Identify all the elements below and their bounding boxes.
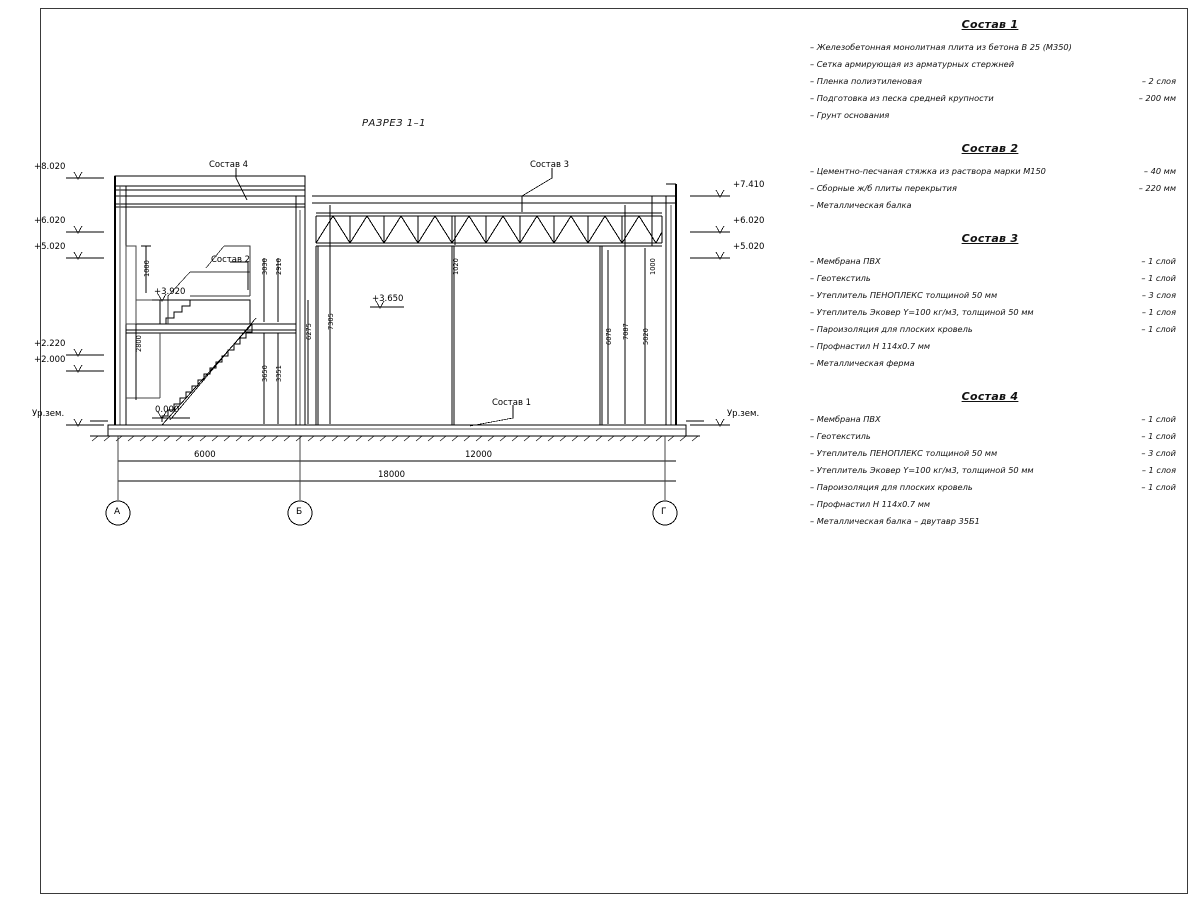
spec-row — [800, 164, 1180, 181]
level-inline-3920: +3.920 — [154, 287, 186, 297]
callout-sostav-3: Состав 3 — [530, 160, 570, 170]
spec-row — [800, 514, 1180, 531]
spec-value: – 200 мм — [1138, 93, 1176, 103]
spec-value: – 1 слой — [1141, 431, 1176, 441]
axis-bubble-b: Б — [296, 507, 303, 517]
spec-label: – Мембрана ПВХ — [810, 256, 881, 266]
spec-label: – Сетка армирующая из арматурных стержней — [810, 59, 1015, 69]
level-inline-0000: 0.000 — [155, 405, 180, 415]
vdim-6078: 6078 — [605, 328, 613, 345]
spec-label: – Пароизоляция для плоских кровель — [810, 482, 973, 492]
drawing-title: РАЗРЕЗ 1–1 — [362, 118, 426, 129]
spec-value: – 220 мм — [1138, 183, 1176, 193]
spec-row — [800, 91, 1180, 108]
spec-value: – 1 слоя — [1141, 465, 1176, 475]
spec-row — [800, 339, 1180, 356]
level-left-2220: +2.220 — [34, 339, 66, 349]
vdim-7087: 7087 — [622, 323, 630, 340]
spec-label: – Геотекстиль — [810, 431, 871, 441]
spec-row — [800, 271, 1180, 288]
specifications-panel — [800, 18, 1180, 548]
hdim-18000: 18000 — [378, 470, 406, 480]
callout-sostav-1: Состав 1 — [492, 398, 532, 408]
callout-sostav-4: Состав 4 — [209, 160, 249, 170]
spec-row — [800, 429, 1180, 446]
spec-row — [800, 40, 1180, 57]
spec-value: – 1 слой — [1141, 256, 1176, 266]
vdim-3030: 3030 — [261, 258, 269, 275]
spec-value: – 1 слой — [1141, 414, 1176, 424]
spec-value: – 1 слой — [1141, 273, 1176, 283]
spec-row — [800, 463, 1180, 480]
spec-value: – 1 слой — [1141, 482, 1176, 492]
axis-bubble-g: Г — [661, 507, 667, 517]
spec-value: – 3 слой — [1141, 448, 1176, 458]
level-right-ground: Ур.зем. — [727, 409, 760, 419]
spec-value: – 3 слоя — [1141, 290, 1176, 300]
spec-group-4 — [800, 390, 1180, 531]
level-left-2000: +2.000 — [34, 355, 66, 365]
spec-value: – 1 слоя — [1141, 307, 1176, 317]
vdim-1020: 1020 — [452, 258, 460, 275]
level-left-6020: +6.020 — [34, 216, 66, 226]
level-right-7410: +7.410 — [733, 180, 765, 190]
spec-label: – Пленка полиэтиленовая — [810, 76, 922, 86]
vdim-2910: 2910 — [275, 258, 283, 275]
spec-label: – Металлическая балка – двутавр 35Б1 — [810, 516, 980, 526]
spec-row — [800, 305, 1180, 322]
spec-row — [800, 446, 1180, 463]
spec-value: – 2 слоя — [1141, 76, 1176, 86]
spec-label: – Пароизоляция для плоских кровель — [810, 324, 973, 334]
spec-label: – Мембрана ПВХ — [810, 414, 881, 424]
spec-group-2 — [800, 142, 1180, 215]
spec-label: – Утеплитель ПЕНОПЛЕКС толщиной 50 мм — [810, 448, 998, 458]
vdim-3650: 3650 — [261, 365, 269, 382]
level-left-5020: +5.020 — [34, 242, 66, 252]
spec-label: – Геотекстиль — [810, 273, 871, 283]
spec-label: – Утеплитель Эковер Y=100 кг/м3, толщиной 50 мм — [810, 465, 1034, 475]
vdim-5020: 5020 — [642, 328, 650, 345]
level-left-8020: +8.020 — [34, 162, 66, 172]
spec-title-2: Состав 2 — [961, 142, 1019, 155]
vdim-1000-right: 1000 — [649, 258, 657, 275]
level-left-ground: Ур.зем. — [32, 409, 65, 419]
spec-value: – 1 слой — [1141, 324, 1176, 334]
spec-value: – 40 мм — [1143, 166, 1176, 176]
vdim-6275: 6275 — [305, 323, 313, 340]
callout-sostav-2: Состав 2 — [211, 255, 251, 265]
level-inline-3650: +3.650 — [372, 294, 404, 304]
spec-row — [800, 288, 1180, 305]
vdim-1000-left: 1000 — [143, 260, 151, 277]
hdim-6000: 6000 — [194, 450, 216, 460]
spec-title-3: Состав 3 — [961, 232, 1019, 245]
spec-group-3 — [800, 232, 1180, 373]
spec-label: – Профнастил Н 114х0.7 мм — [810, 499, 931, 509]
spec-row — [800, 181, 1180, 198]
spec-row — [800, 198, 1180, 215]
spec-row — [800, 57, 1180, 74]
spec-row — [800, 480, 1180, 497]
spec-label: – Утеплитель Эковер Y=100 кг/м3, толщиной 50 мм — [810, 307, 1034, 317]
level-right-5020: +5.020 — [733, 242, 765, 252]
spec-label: – Подготовка из песка средней крупности — [810, 93, 994, 103]
spec-title-1: Состав 1 — [961, 18, 1019, 31]
spec-title-4: Состав 4 — [961, 390, 1019, 403]
spec-label: – Цементно-песчаная стяжка из раствора марки М150 — [810, 166, 1046, 176]
spec-row — [800, 108, 1180, 125]
axis-bubble-a: А — [114, 507, 121, 517]
spec-label: – Грунт основания — [810, 110, 890, 120]
spec-row — [800, 254, 1180, 271]
spec-label: – Профнастил Н 114х0.7 мм — [810, 341, 931, 351]
spec-label: – Сборные ж/б плиты перекрытия — [810, 183, 957, 193]
spec-row — [800, 356, 1180, 373]
spec-label: – Металлическая ферма — [810, 358, 915, 368]
spec-label: – Утеплитель ПЕНОПЛЕКС толщиной 50 мм — [810, 290, 998, 300]
spec-row — [800, 74, 1180, 91]
spec-row — [800, 412, 1180, 429]
level-right-6020: +6.020 — [733, 216, 765, 226]
spec-row — [800, 322, 1180, 339]
vdim-3351: 3351 — [275, 365, 283, 382]
vdim-7305: 7305 — [327, 313, 335, 330]
spec-label: – Железобетонная монолитная плита из бетона В 25 (М350) — [810, 42, 1072, 52]
spec-label: – Металлическая балка — [810, 200, 912, 210]
spec-row — [800, 497, 1180, 514]
spec-group-1 — [800, 18, 1180, 125]
vdim-2800: 2800 — [135, 335, 143, 352]
hdim-12000: 12000 — [465, 450, 493, 460]
